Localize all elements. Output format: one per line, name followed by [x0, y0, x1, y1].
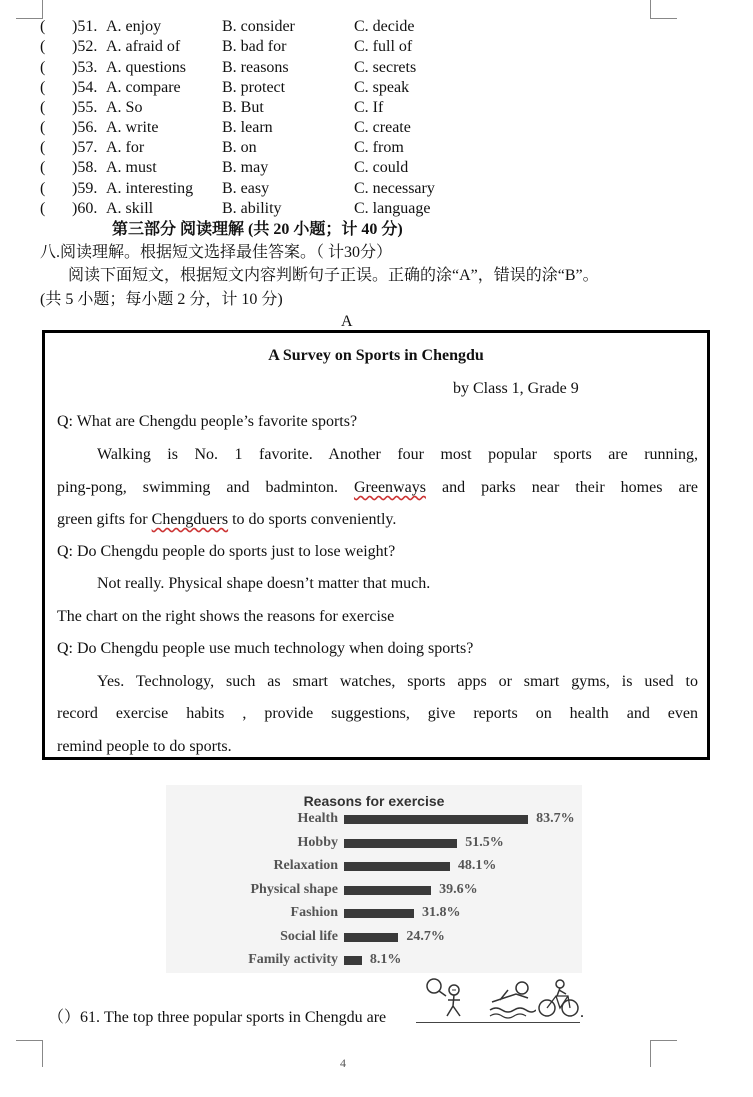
answer-blank	[416, 1022, 580, 1023]
answer-1-line-2	[57, 478, 698, 498]
option-c: C. could	[354, 159, 409, 176]
option-b: B. protect	[222, 79, 286, 96]
passage-box	[42, 330, 710, 760]
question-number: )60.	[72, 200, 98, 217]
option-b: B. learn	[222, 119, 273, 136]
answer-3-line-3: remind people to do sports.	[57, 738, 232, 755]
answer-paren: (	[40, 38, 46, 55]
question-number: )54.	[72, 79, 98, 96]
option-a: A. interesting	[106, 180, 194, 197]
answer-paren: (	[40, 79, 46, 96]
instruction-line-2: (共 5 小题；每小题 2 分，计 10 分)	[40, 291, 283, 308]
chart-value-label: 24.7%	[406, 928, 445, 944]
answer-1-line-3	[57, 510, 396, 530]
instruction-line-1: 阅读下面短文，根据短文内容判断句子正误。正确的涂“A”，错误的涂“B”。	[68, 267, 599, 284]
crop-mark-bottom-left	[16, 1040, 43, 1067]
question-61-period: .	[580, 1004, 584, 1021]
question-2: Q: Do Chengdu people do sports just to lose weight?	[57, 543, 396, 560]
question-number: )57.	[72, 139, 98, 156]
question-number: )56.	[72, 119, 98, 136]
answer-paren: (	[40, 99, 46, 116]
option-a: A. write	[106, 119, 159, 136]
chart-bar	[344, 886, 431, 895]
swimmer-icon	[488, 976, 536, 1020]
chart-category-label: Health	[297, 811, 338, 826]
question-1: Q: What are Chengdu people’s favorite sports?	[57, 413, 358, 430]
option-b: B. easy	[222, 180, 270, 197]
option-a: A. enjoy	[106, 18, 162, 35]
chart-value-label: 51.5%	[465, 834, 504, 850]
question-3: Q: Do Chengdu people use much technology when doing sports?	[57, 640, 474, 657]
option-a: A. must	[106, 159, 157, 176]
answer-1-line-1: Walking is No. 1 favorite. Another four most popular sports are running,	[97, 446, 698, 463]
chart-value-label: 48.1%	[457, 858, 497, 873]
chart-bar	[344, 815, 528, 824]
option-b: B. But	[222, 99, 264, 116]
passage-title: A Survey on Sports in Chengdu	[268, 347, 484, 364]
answer-paren: (	[40, 200, 46, 217]
chart-value-label: 39.6%	[439, 881, 478, 897]
option-c: C. If	[354, 99, 384, 116]
crop-mark-bottom-right	[650, 1040, 677, 1067]
option-c: C. from	[354, 139, 404, 156]
part3-title: 第三部分 阅读理解 (共 20 小题；计 40 分)	[112, 221, 403, 238]
page-number: 4	[340, 1056, 346, 1070]
chart-bar	[344, 839, 457, 848]
option-a: A. compare	[106, 79, 181, 96]
chart-value-label: 31.8%	[421, 905, 461, 920]
chart-category-label: Fashion	[290, 905, 338, 920]
option-b: B. may	[222, 159, 269, 176]
answer-1-line-3-text-c: to do sports conveniently.	[228, 511, 397, 528]
question-number: )58.	[72, 159, 98, 176]
option-b: B. reasons	[222, 59, 289, 76]
option-a: A. for	[106, 139, 145, 156]
word-chengduers: Chengduers	[151, 511, 229, 528]
chart-value-label: 83.7%	[536, 811, 575, 826]
answer-paren: (	[40, 180, 46, 197]
option-b: B. on	[222, 139, 257, 156]
reasons-bar-chart	[166, 785, 582, 973]
chart-note: The chart on the right shows the reasons for exercise	[57, 608, 395, 625]
answer-1-line-2-text-c: and parks near their homes are	[425, 479, 698, 496]
option-c: C. language	[354, 200, 431, 217]
chart-category-label: Social life	[280, 928, 338, 944]
chart-value-label: 8.1%	[369, 952, 402, 967]
badminton-player-icon	[424, 976, 476, 1020]
option-a: A. afraid of	[106, 38, 181, 55]
chart-category-label: Physical shape	[250, 881, 338, 897]
chart-bar	[344, 933, 398, 942]
answer-paren: (	[40, 159, 46, 176]
question-number: )59.	[72, 180, 98, 197]
answer-3-line-1: Yes. Technology, such as smart watches, sports apps or smart gyms, is used to	[97, 673, 698, 690]
chart-category-label: Hobby	[297, 834, 338, 850]
option-c: C. create	[354, 119, 411, 136]
option-b: B. ability	[222, 200, 282, 217]
question-number: )52.	[72, 38, 98, 55]
option-c: C. speak	[354, 79, 410, 96]
option-c: C. full of	[354, 38, 413, 55]
option-a: A. skill	[106, 200, 154, 217]
answer-1-line-2-text-a: ping-pong, swimming and badminton.	[57, 479, 354, 496]
option-c: C. secrets	[354, 59, 417, 76]
answer-paren: (	[40, 139, 46, 156]
cyclist-icon	[538, 976, 580, 1020]
answer-1-line-3-text-a: green gifts for	[57, 511, 152, 528]
question-61: （）61. The top three popular sports in Chengdu are	[48, 1009, 387, 1026]
chart-bar	[344, 862, 450, 871]
option-a: A. So	[106, 99, 143, 116]
option-a: A. questions	[106, 59, 186, 76]
chart-bar	[344, 909, 414, 918]
option-c: C. necessary	[354, 180, 435, 197]
section-8-heading: 八.阅读理解。根据短文选择最佳答案。（ 计30分）	[40, 244, 393, 261]
word-greenways: Greenways	[353, 479, 426, 496]
passage-byline: by Class 1, Grade 9	[453, 380, 579, 397]
crop-mark-top-right	[650, 0, 677, 19]
chart-category-label: Family activity	[248, 952, 338, 967]
answer-paren: (	[40, 119, 46, 136]
answer-paren: (	[40, 59, 46, 76]
answer-2: Not really. Physical shape doesn’t matter that much.	[97, 575, 431, 592]
chart-bar	[344, 956, 362, 965]
chart-title: Reasons for exercise	[303, 793, 445, 809]
option-b: B. consider	[222, 18, 295, 35]
question-number: )51.	[72, 18, 98, 35]
question-number: )55.	[72, 99, 98, 116]
answer-3-line-2: record exercise habits , provide suggestions, give reports on health and even	[57, 705, 698, 722]
chart-category-label: Relaxation	[273, 858, 338, 873]
option-b: B. bad for	[222, 38, 287, 55]
option-c: C. decide	[354, 18, 415, 35]
answer-paren: (	[40, 18, 46, 35]
crop-mark-top-left	[16, 0, 43, 19]
passage-label: A	[341, 313, 353, 330]
question-number: )53.	[72, 59, 98, 76]
